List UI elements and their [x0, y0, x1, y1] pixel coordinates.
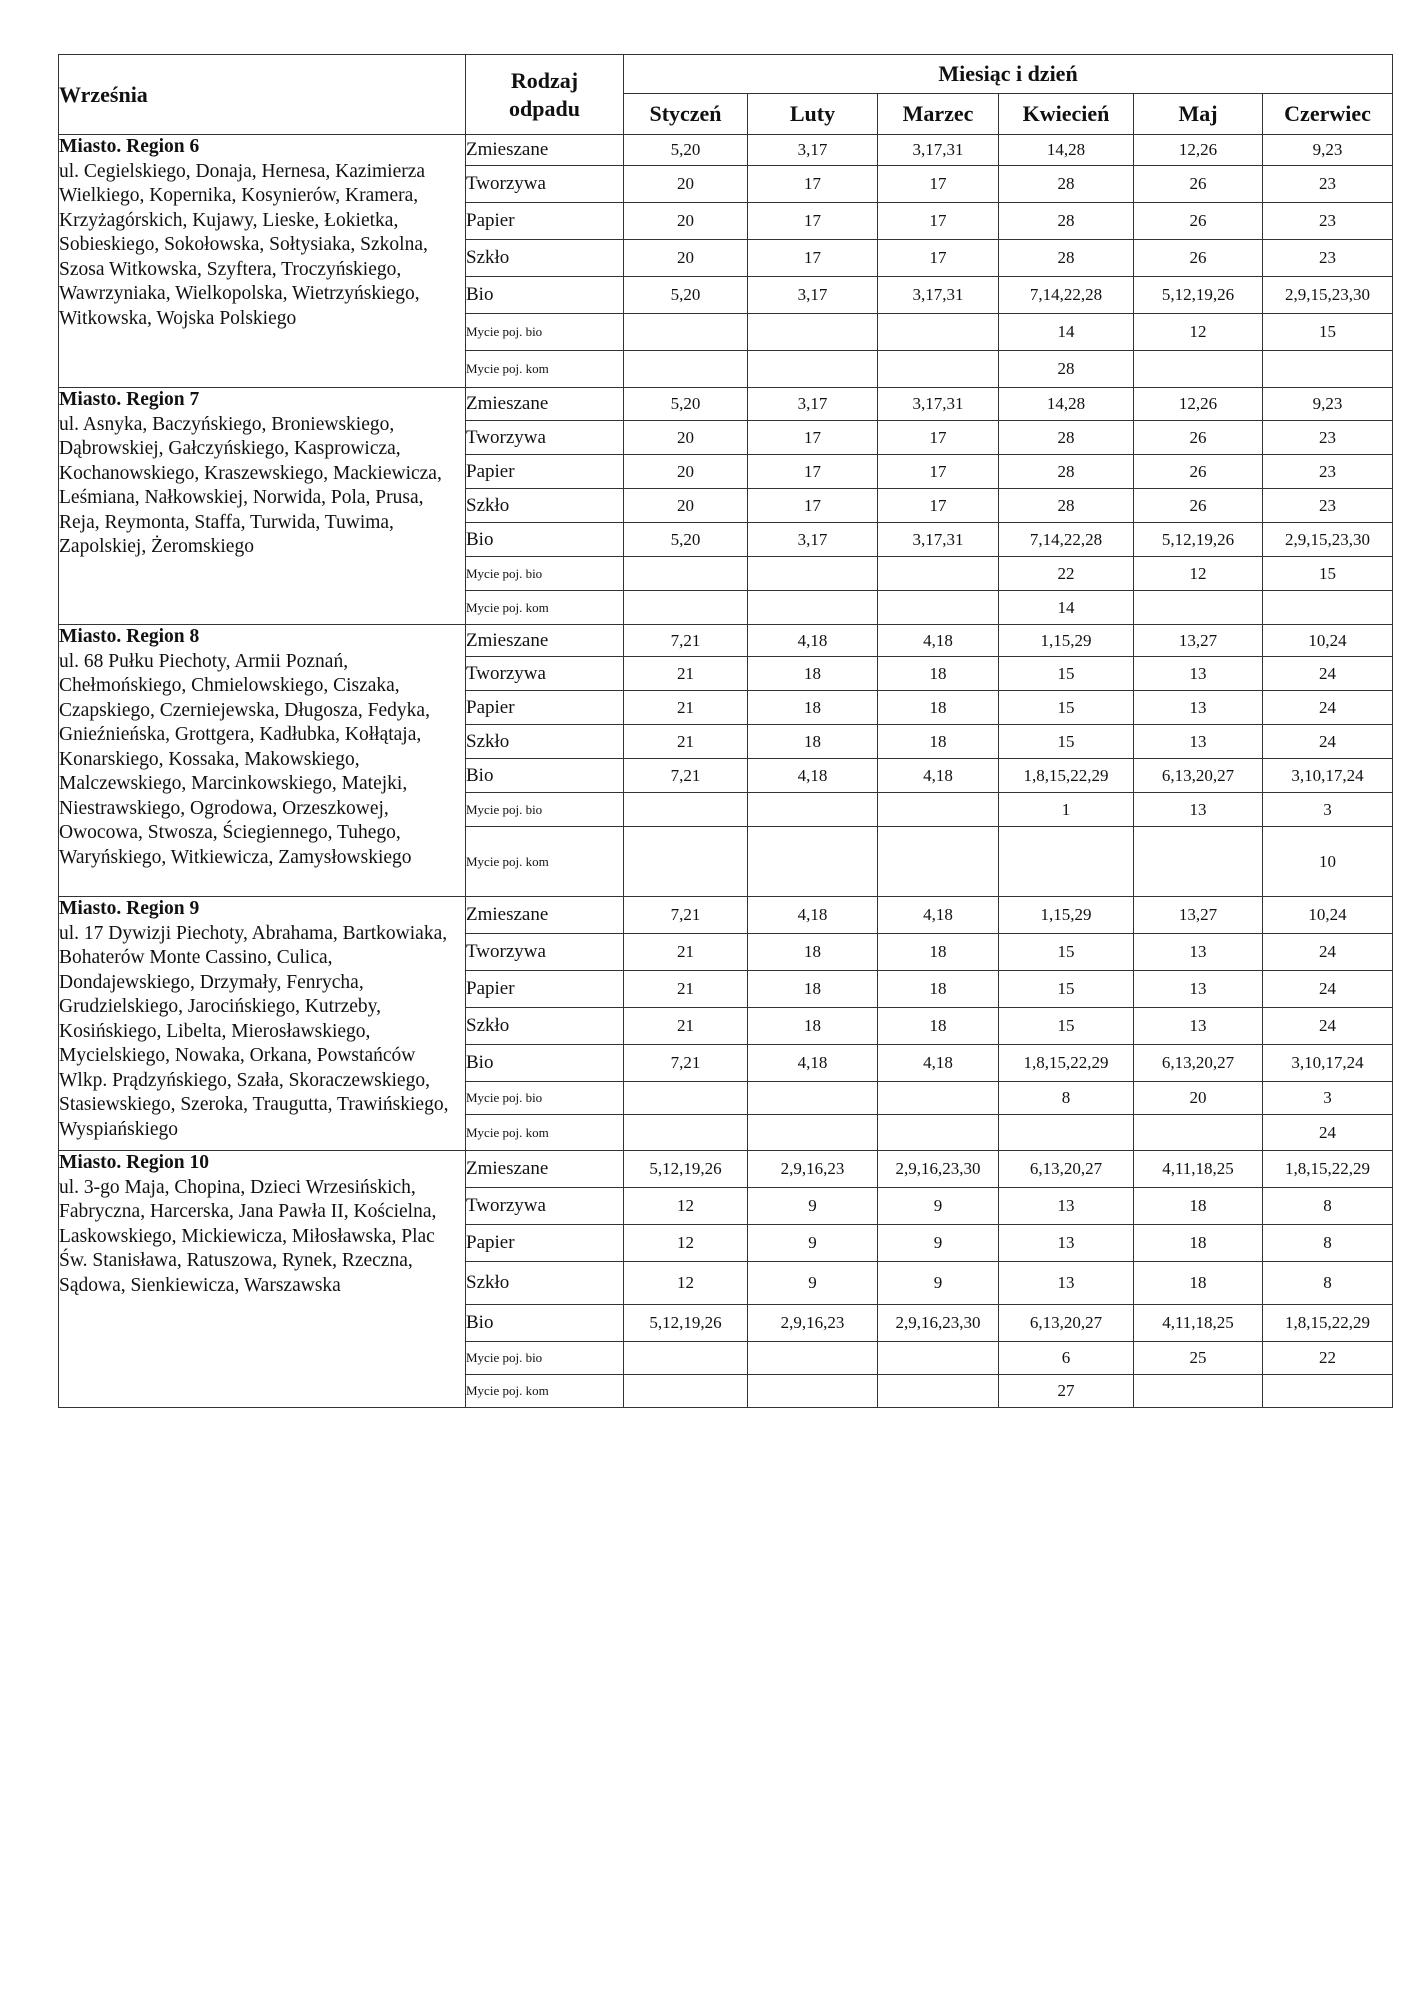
collection-days-cell: 5,20 — [624, 388, 748, 421]
collection-days-cell: 15 — [999, 657, 1134, 691]
region-cell — [59, 897, 466, 1151]
collection-days-cell: 3,17,31 — [878, 523, 999, 557]
region-cell — [59, 135, 466, 388]
collection-days-cell: 12,26 — [1134, 388, 1263, 421]
collection-days-cell: 13 — [1134, 657, 1263, 691]
collection-days-cell: 26 — [1134, 203, 1263, 240]
waste-type-cell: Tworzywa — [466, 1188, 624, 1225]
collection-days-cell: 2,9,15,23,30 — [1263, 523, 1393, 557]
collection-days-cell — [878, 557, 999, 591]
collection-days-cell: 3,17 — [748, 523, 878, 557]
collection-days-cell: 4,11,18,25 — [1134, 1305, 1263, 1342]
region-streets: ul. 68 Pułku Piechoty, Armii Poznań, Chełmońskiego, Chmielowskiego, Ciszaka, Czapskiego, Czerniejewska, Długosza, Fedyka, Gnieźnieńska, Grottgera, Kadłubka, Kołłątaja, Konarskiego, Kossaka, Makowskiego, Malczewskiego, Marcinkowskiego, Matejki, Niestrawskiego, Ogrodowa, Orzeszkowej, Owocowa, Stwosza, Ściegiennego, Tuhego, Waryńskiego, Witkiewicza, Zamysłowskiego — [59, 650, 430, 868]
collection-days-cell: 1,15,29 — [999, 625, 1134, 657]
month-day-group-header: Miesiąc i dzień — [624, 55, 1393, 94]
region-name: Miasto. Region 6 — [59, 136, 200, 157]
month-header: Czerwiec — [1263, 94, 1393, 135]
collection-days-cell: 9 — [878, 1262, 999, 1305]
collection-days-cell: 27 — [999, 1375, 1134, 1408]
waste-type-cell: Zmieszane — [466, 625, 624, 657]
collection-days-cell: 18 — [748, 1008, 878, 1045]
collection-days-cell: 4,18 — [748, 625, 878, 657]
waste-type-cell: Mycie poj. kom — [466, 1375, 624, 1408]
collection-days-cell: 9 — [878, 1225, 999, 1262]
collection-days-cell: 3,17,31 — [878, 388, 999, 421]
collection-days-cell: 2,9,16,23,30 — [878, 1151, 999, 1188]
collection-days-cell: 17 — [748, 455, 878, 489]
collection-days-cell: 7,21 — [624, 1045, 748, 1082]
collection-days-cell: 7,21 — [624, 897, 748, 934]
collection-days-cell: 12 — [1134, 314, 1263, 351]
collection-days-cell — [748, 557, 878, 591]
waste-type-cell: Papier — [466, 971, 624, 1008]
schedule-body — [59, 135, 1393, 1408]
collection-days-cell: 9 — [748, 1225, 878, 1262]
collection-days-cell: 28 — [999, 166, 1134, 203]
collection-days-cell: 12,26 — [1134, 135, 1263, 166]
waste-type-cell: Mycie poj. bio — [466, 1082, 624, 1115]
area-column-header: Września — [59, 55, 466, 135]
collection-days-cell: 20 — [624, 240, 748, 277]
collection-days-cell: 3,17 — [748, 135, 878, 166]
collection-days-cell: 10,24 — [1263, 897, 1393, 934]
collection-days-cell: 4,18 — [748, 897, 878, 934]
collection-days-cell — [748, 1082, 878, 1115]
collection-days-cell: 18 — [1134, 1188, 1263, 1225]
month-header: Kwiecień — [999, 94, 1134, 135]
collection-days-cell: 22 — [1263, 1342, 1393, 1375]
collection-days-cell: 28 — [999, 351, 1134, 388]
collection-days-cell: 21 — [624, 691, 748, 725]
collection-days-cell: 3 — [1263, 793, 1393, 827]
collection-days-cell — [624, 1115, 748, 1151]
collection-days-cell: 26 — [1134, 455, 1263, 489]
schedule-row — [59, 1151, 1393, 1188]
waste-type-cell: Mycie poj. kom — [466, 1115, 624, 1151]
collection-days-cell — [624, 314, 748, 351]
collection-days-cell: 5,12,19,26 — [1134, 523, 1263, 557]
collection-days-cell: 9 — [748, 1188, 878, 1225]
collection-days-cell: 23 — [1263, 455, 1393, 489]
collection-days-cell: 5,12,19,26 — [624, 1305, 748, 1342]
collection-days-cell: 5,12,19,26 — [624, 1151, 748, 1188]
collection-days-cell: 22 — [999, 557, 1134, 591]
collection-days-cell: 2,9,16,23,30 — [878, 1305, 999, 1342]
collection-days-cell: 23 — [1263, 421, 1393, 455]
collection-days-cell: 3,10,17,24 — [1263, 759, 1393, 793]
collection-days-cell: 15 — [999, 691, 1134, 725]
collection-days-cell: 28 — [999, 240, 1134, 277]
collection-days-cell — [1263, 591, 1393, 625]
waste-type-cell: Mycie poj. bio — [466, 314, 624, 351]
collection-days-cell: 17 — [878, 240, 999, 277]
schedule-row — [59, 388, 1393, 421]
collection-days-cell: 7,21 — [624, 625, 748, 657]
collection-days-cell: 17 — [748, 421, 878, 455]
collection-days-cell: 18 — [878, 725, 999, 759]
collection-days-cell: 6,13,20,27 — [999, 1151, 1134, 1188]
collection-days-cell: 23 — [1263, 166, 1393, 203]
waste-type-cell: Mycie poj. kom — [466, 591, 624, 625]
collection-days-cell: 21 — [624, 657, 748, 691]
collection-days-cell: 1 — [999, 793, 1134, 827]
collection-days-cell: 9 — [748, 1262, 878, 1305]
collection-days-cell: 18 — [748, 971, 878, 1008]
collection-days-cell: 12 — [1134, 557, 1263, 591]
collection-days-cell: 13,27 — [1134, 625, 1263, 657]
region-cell — [59, 1151, 466, 1408]
month-header: Marzec — [878, 94, 999, 135]
collection-days-cell: 6,13,20,27 — [999, 1305, 1134, 1342]
collection-days-cell: 8 — [999, 1082, 1134, 1115]
collection-days-cell: 28 — [999, 203, 1134, 240]
collection-days-cell — [878, 591, 999, 625]
collection-days-cell: 13 — [1134, 934, 1263, 971]
collection-days-cell: 8 — [1263, 1188, 1393, 1225]
collection-days-cell — [748, 827, 878, 897]
waste-type-cell: Mycie poj. kom — [466, 351, 624, 388]
collection-days-cell: 15 — [999, 725, 1134, 759]
collection-days-cell: 4,18 — [878, 1045, 999, 1082]
collection-days-cell: 21 — [624, 971, 748, 1008]
collection-days-cell: 24 — [1263, 1008, 1393, 1045]
waste-type-cell: Szkło — [466, 1008, 624, 1045]
collection-days-cell — [624, 351, 748, 388]
collection-days-cell — [748, 314, 878, 351]
collection-days-cell: 3,17,31 — [878, 135, 999, 166]
waste-type-cell: Bio — [466, 523, 624, 557]
collection-days-cell: 26 — [1134, 421, 1263, 455]
collection-days-cell: 18 — [748, 725, 878, 759]
collection-days-cell: 13 — [1134, 971, 1263, 1008]
waste-type-cell: Tworzywa — [466, 934, 624, 971]
collection-days-cell: 17 — [748, 240, 878, 277]
collection-days-cell — [878, 1342, 999, 1375]
collection-days-cell: 18 — [878, 934, 999, 971]
waste-type-cell: Mycie poj. bio — [466, 557, 624, 591]
waste-type-cell: Papier — [466, 455, 624, 489]
schedule-row — [59, 135, 1393, 166]
collection-days-cell: 1,8,15,22,29 — [999, 759, 1134, 793]
waste-type-cell: Papier — [466, 691, 624, 725]
collection-days-cell — [878, 827, 999, 897]
collection-days-cell: 20 — [624, 455, 748, 489]
waste-type-cell: Zmieszane — [466, 135, 624, 166]
month-header: Luty — [748, 94, 878, 135]
collection-days-cell — [878, 1375, 999, 1408]
waste-type-cell: Tworzywa — [466, 421, 624, 455]
collection-days-cell: 20 — [624, 166, 748, 203]
waste-type-cell: Bio — [466, 277, 624, 314]
collection-days-cell: 13 — [999, 1225, 1134, 1262]
waste-type-header-line2: odpadu — [509, 95, 580, 121]
collection-days-cell: 17 — [878, 421, 999, 455]
collection-days-cell: 12 — [624, 1262, 748, 1305]
collection-days-cell: 15 — [1263, 557, 1393, 591]
schedule-row — [59, 897, 1393, 934]
waste-type-cell: Mycie poj. bio — [466, 793, 624, 827]
collection-days-cell: 7,14,22,28 — [999, 523, 1134, 557]
collection-days-cell: 9,23 — [1263, 388, 1393, 421]
collection-days-cell: 18 — [878, 657, 999, 691]
collection-days-cell: 4,18 — [878, 897, 999, 934]
waste-type-cell: Papier — [466, 203, 624, 240]
collection-days-cell: 5,20 — [624, 523, 748, 557]
waste-type-cell: Tworzywa — [466, 657, 624, 691]
collection-days-cell: 26 — [1134, 166, 1263, 203]
collection-days-cell — [1263, 1375, 1393, 1408]
collection-days-cell: 28 — [999, 455, 1134, 489]
waste-type-cell: Bio — [466, 1045, 624, 1082]
waste-type-cell: Szkło — [466, 240, 624, 277]
collection-days-cell: 12 — [624, 1225, 748, 1262]
collection-days-cell: 10 — [1263, 827, 1393, 897]
collection-days-cell: 18 — [878, 971, 999, 1008]
waste-type-cell: Mycie poj. bio — [466, 1342, 624, 1375]
collection-days-cell — [624, 1082, 748, 1115]
collection-days-cell: 1,15,29 — [999, 897, 1134, 934]
collection-days-cell: 6 — [999, 1342, 1134, 1375]
collection-days-cell: 1,8,15,22,29 — [1263, 1151, 1393, 1188]
waste-type-cell: Bio — [466, 759, 624, 793]
collection-days-cell: 2,9,15,23,30 — [1263, 277, 1393, 314]
collection-days-cell — [999, 827, 1134, 897]
collection-days-cell: 8 — [1263, 1262, 1393, 1305]
collection-days-cell — [748, 591, 878, 625]
collection-days-cell — [878, 1082, 999, 1115]
collection-days-cell: 18 — [748, 934, 878, 971]
collection-days-cell: 20 — [624, 421, 748, 455]
collection-days-cell — [748, 793, 878, 827]
collection-days-cell: 13 — [999, 1262, 1134, 1305]
collection-days-cell: 3,17 — [748, 388, 878, 421]
waste-type-cell: Szkło — [466, 489, 624, 523]
region-streets: ul. 17 Dywizji Piechoty, Abrahama, Bartkowiaka, Bohaterów Monte Cassino, Culica, Dondajewskiego, Drzymały, Fenrycha, Grudzielskiego, Jarocińskiego, Kutrzeby, Kosińskiego, Libelta, Mierosławskiego, Mycielskiego, Nowaka, Orkana, Powstańców Wlkp. Prądzyńskiego, Szała, Skoraczewskiego, Stasiewskiego, Szeroka, Traugutta, Trawińskiego, Wyspiańskiego — [59, 922, 449, 1140]
collection-days-cell: 10,24 — [1263, 625, 1393, 657]
collection-days-cell: 17 — [878, 455, 999, 489]
collection-days-cell: 4,11,18,25 — [1134, 1151, 1263, 1188]
region-cell — [59, 625, 466, 897]
collection-days-cell — [878, 314, 999, 351]
collection-days-cell: 24 — [1263, 1115, 1393, 1151]
collection-days-cell: 21 — [624, 934, 748, 971]
region-streets: ul. 3-go Maja, Chopina, Dzieci Wrzesińskich, Fabryczna, Harcerska, Jana Pawła II, Kościelna, Laskowskiego, Mickiewicza, Miłosławska, Plac Św. Stanisława, Ratuszowa, Rynek, Rzeczna, Sądowa, Sienkiewicza, Warszawska — [59, 1176, 437, 1296]
collection-days-cell — [748, 1115, 878, 1151]
collection-days-cell: 1,8,15,22,29 — [1263, 1305, 1393, 1342]
collection-days-cell — [624, 557, 748, 591]
collection-days-cell — [878, 1115, 999, 1151]
collection-days-cell: 14 — [999, 314, 1134, 351]
collection-days-cell: 2,9,16,23 — [748, 1305, 878, 1342]
waste-type-cell: Szkło — [466, 725, 624, 759]
collection-days-cell: 9,23 — [1263, 135, 1393, 166]
waste-type-cell: Bio — [466, 1305, 624, 1342]
collection-days-cell — [624, 1375, 748, 1408]
collection-days-cell: 25 — [1134, 1342, 1263, 1375]
collection-days-cell: 13 — [1134, 691, 1263, 725]
region-cell — [59, 388, 466, 625]
collection-days-cell: 18 — [878, 691, 999, 725]
collection-days-cell — [748, 1342, 878, 1375]
collection-days-cell: 8 — [1263, 1225, 1393, 1262]
collection-days-cell: 4,18 — [878, 759, 999, 793]
collection-days-cell: 13,27 — [1134, 897, 1263, 934]
collection-days-cell: 21 — [624, 1008, 748, 1045]
collection-days-cell: 3,10,17,24 — [1263, 1045, 1393, 1082]
collection-days-cell — [1134, 827, 1263, 897]
collection-days-cell: 4,18 — [878, 625, 999, 657]
collection-days-cell: 6,13,20,27 — [1134, 759, 1263, 793]
collection-days-cell: 3,17,31 — [878, 277, 999, 314]
collection-days-cell: 13 — [1134, 793, 1263, 827]
waste-type-cell: Tworzywa — [466, 166, 624, 203]
collection-days-cell: 17 — [748, 166, 878, 203]
collection-days-cell: 28 — [999, 421, 1134, 455]
collection-days-cell: 1,8,15,22,29 — [999, 1045, 1134, 1082]
collection-days-cell: 7,21 — [624, 759, 748, 793]
collection-days-cell: 24 — [1263, 691, 1393, 725]
month-header: Maj — [1134, 94, 1263, 135]
collection-days-cell: 17 — [748, 203, 878, 240]
collection-days-cell: 4,18 — [748, 759, 878, 793]
waste-type-cell: Zmieszane — [466, 1151, 624, 1188]
waste-type-cell: Zmieszane — [466, 388, 624, 421]
collection-days-cell: 17 — [878, 166, 999, 203]
schedule-row — [59, 625, 1393, 657]
collection-days-cell: 14 — [999, 591, 1134, 625]
collection-days-cell: 18 — [1134, 1262, 1263, 1305]
header-row-top — [59, 55, 1393, 94]
collection-days-cell — [624, 1342, 748, 1375]
collection-days-cell: 5,20 — [624, 277, 748, 314]
collection-days-cell — [878, 351, 999, 388]
collection-days-cell — [999, 1115, 1134, 1151]
collection-days-cell: 5,20 — [624, 135, 748, 166]
collection-days-cell: 3 — [1263, 1082, 1393, 1115]
collection-days-cell: 24 — [1263, 725, 1393, 759]
collection-days-cell: 14,28 — [999, 135, 1134, 166]
collection-days-cell: 28 — [999, 489, 1134, 523]
collection-days-cell: 26 — [1134, 240, 1263, 277]
collection-days-cell: 4,18 — [748, 1045, 878, 1082]
collection-days-cell: 7,14,22,28 — [999, 277, 1134, 314]
collection-days-cell: 15 — [1263, 314, 1393, 351]
collection-days-cell: 12 — [624, 1188, 748, 1225]
collection-days-cell — [624, 591, 748, 625]
collection-days-cell: 15 — [999, 1008, 1134, 1045]
collection-days-cell: 23 — [1263, 203, 1393, 240]
waste-type-cell: Zmieszane — [466, 897, 624, 934]
collection-days-cell: 15 — [999, 971, 1134, 1008]
region-streets: ul. Asnyka, Baczyńskiego, Broniewskiego, Dąbrowskiej, Gałczyńskiego, Kasprowicza, Kochanowskiego, Kraszewskiego, Mackiewicza, Leśmiana, Nałkowskiej, Norwida, Pola, Prusa, Reja, Reymonta, Staffa, Turwida, Tuwima, Zapolskiej, Żeromskiego — [59, 413, 442, 557]
region-name: Miasto. Region 10 — [59, 1152, 210, 1173]
collection-days-cell: 24 — [1263, 934, 1393, 971]
region-name: Miasto. Region 7 — [59, 389, 200, 410]
collection-days-cell: 20 — [1134, 1082, 1263, 1115]
collection-days-cell: 9 — [878, 1188, 999, 1225]
waste-type-cell: Szkło — [466, 1262, 624, 1305]
collection-days-cell: 17 — [748, 489, 878, 523]
collection-days-cell: 24 — [1263, 971, 1393, 1008]
collection-days-cell: 5,12,19,26 — [1134, 277, 1263, 314]
collection-days-cell: 3,17 — [748, 277, 878, 314]
collection-days-cell — [748, 1375, 878, 1408]
collection-days-cell: 13 — [1134, 725, 1263, 759]
collection-days-cell: 18 — [878, 1008, 999, 1045]
collection-days-cell: 6,13,20,27 — [1134, 1045, 1263, 1082]
collection-days-cell — [624, 827, 748, 897]
collection-days-cell: 18 — [748, 657, 878, 691]
collection-days-cell — [878, 793, 999, 827]
collection-days-cell: 2,9,16,23 — [748, 1151, 878, 1188]
collection-days-cell: 26 — [1134, 489, 1263, 523]
collection-days-cell: 13 — [999, 1188, 1134, 1225]
region-name: Miasto. Region 9 — [59, 898, 200, 919]
collection-days-cell: 13 — [1134, 1008, 1263, 1045]
collection-days-cell: 20 — [624, 489, 748, 523]
collection-days-cell: 24 — [1263, 657, 1393, 691]
waste-type-column-header — [466, 55, 624, 135]
waste-type-cell: Papier — [466, 1225, 624, 1262]
collection-days-cell: 17 — [878, 489, 999, 523]
month-header: Styczeń — [624, 94, 748, 135]
collection-days-cell — [1263, 351, 1393, 388]
collection-days-cell: 17 — [878, 203, 999, 240]
collection-days-cell — [748, 351, 878, 388]
collection-days-cell: 18 — [1134, 1225, 1263, 1262]
collection-days-cell — [1134, 351, 1263, 388]
region-streets: ul. Cegielskiego, Donaja, Hernesa, Kazimierza Wielkiego, Kopernika, Kosynierów, Kramera, Krzyżagórskich, Kujawy, Lieske, Łokietka, Sobieskiego, Sokołowska, Sołtysiaka, Szkolna, Szosa Witkowska, Szyftera, Troczyńskiego, Wawrzyniaka, Wielkopolska, Wietrzyńskiego, Witkowska, Wojska Polskiego — [59, 160, 428, 329]
collection-days-cell: 20 — [624, 203, 748, 240]
collection-days-cell: 14,28 — [999, 388, 1134, 421]
collection-days-cell — [1134, 591, 1263, 625]
collection-days-cell — [1134, 1115, 1263, 1151]
waste-type-header-line1: Rodzaj — [510, 67, 579, 93]
collection-days-cell — [1134, 1375, 1263, 1408]
collection-days-cell: 23 — [1263, 489, 1393, 523]
collection-days-cell: 21 — [624, 725, 748, 759]
collection-days-cell: 18 — [748, 691, 878, 725]
collection-days-cell: 23 — [1263, 240, 1393, 277]
waste-type-cell: Mycie poj. kom — [466, 827, 624, 897]
collection-days-cell: 15 — [999, 934, 1134, 971]
collection-days-cell — [624, 793, 748, 827]
waste-collection-schedule-table — [58, 54, 1393, 1408]
region-name: Miasto. Region 8 — [59, 626, 200, 647]
